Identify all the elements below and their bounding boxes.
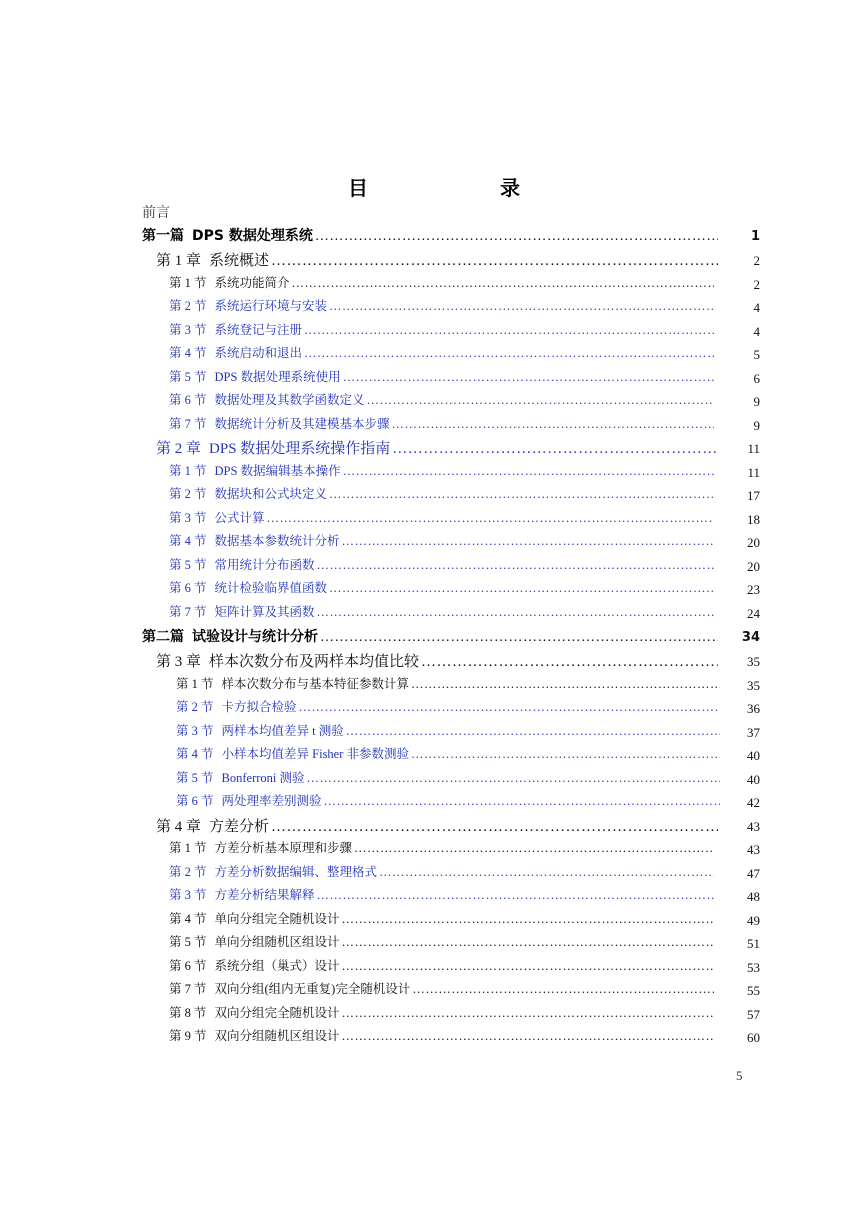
toc-page-number: 40 bbox=[747, 772, 760, 787]
dot-leader bbox=[392, 441, 718, 458]
toc-entry-label bbox=[176, 721, 344, 739]
toc-entry-label bbox=[156, 249, 269, 270]
toc-entry-text: 统计检验临界值函数 bbox=[214, 581, 328, 595]
toc-entry-number: 第 3 节 bbox=[169, 511, 207, 525]
toc-section-entry[interactable] bbox=[169, 320, 760, 342]
dot-leader bbox=[342, 1029, 714, 1044]
page-number: 5 bbox=[736, 1068, 743, 1083]
toc-entry-text: 系统运行环境与安装 bbox=[214, 299, 328, 313]
toc-entry-number: 第 3 节 bbox=[169, 323, 207, 337]
toc-entry-number: 第 5 节 bbox=[169, 558, 207, 572]
dot-leader bbox=[271, 819, 718, 836]
toc-entry-number: 第 4 章 bbox=[156, 819, 202, 835]
dot-leader bbox=[304, 323, 714, 338]
toc-entry-number: 第 3 章 bbox=[156, 654, 202, 670]
toc-entry-number: 第 7 节 bbox=[169, 982, 207, 996]
toc-page-number: 36 bbox=[747, 701, 760, 716]
dot-leader bbox=[354, 841, 714, 856]
toc-entry-number: 第 1 节 bbox=[169, 841, 207, 855]
toc-entry-label bbox=[169, 578, 327, 596]
toc-entry-label bbox=[169, 979, 410, 997]
toc-entry-number: 第 6 节 bbox=[169, 393, 207, 407]
toc-entry-number: 第 4 节 bbox=[169, 534, 207, 548]
toc-entry-text: 公式计算 bbox=[214, 511, 265, 525]
toc-page-number: 6 bbox=[753, 371, 760, 386]
toc-chapter-entry[interactable] bbox=[156, 650, 760, 672]
dot-leader bbox=[292, 276, 714, 291]
dot-leader bbox=[329, 487, 714, 502]
toc-section-entry[interactable] bbox=[176, 674, 760, 696]
toc-entry-label bbox=[176, 674, 409, 692]
dot-leader bbox=[317, 888, 714, 903]
toc-section-entry[interactable] bbox=[169, 578, 760, 600]
dot-leader bbox=[317, 558, 714, 573]
toc-entry-text: 系统启动和退出 bbox=[214, 346, 303, 360]
toc-entry-number: 第 8 节 bbox=[169, 1006, 207, 1020]
toc-page-number: 2 bbox=[753, 277, 760, 292]
toc-page-number: 49 bbox=[747, 913, 760, 928]
toc-section-entry[interactable] bbox=[176, 744, 760, 766]
toc-entry-text: 方差分析基本原理和步骤 bbox=[214, 841, 353, 855]
dot-leader bbox=[304, 346, 714, 361]
toc-entry-label bbox=[169, 320, 302, 338]
dot-leader bbox=[299, 700, 720, 715]
toc-entry-text: 常用统计分布函数 bbox=[214, 558, 315, 572]
toc-section-entry[interactable] bbox=[169, 343, 760, 365]
toc-entry-text: 样本次数分布及两样本均值比较 bbox=[209, 654, 420, 670]
toc-page-number: 9 bbox=[753, 394, 760, 409]
toc-page-number: 1 bbox=[750, 229, 760, 244]
toc-entry-text: 系统分组（巢式）设计 bbox=[214, 959, 340, 973]
toc-entry-number: 第 6 节 bbox=[169, 581, 207, 595]
toc-entry-label bbox=[176, 744, 409, 762]
toc-chapter-entry[interactable] bbox=[156, 249, 760, 271]
dot-leader bbox=[271, 253, 718, 270]
toc-entry-label bbox=[169, 273, 290, 291]
toc-entry-label bbox=[169, 862, 377, 880]
toc-entry-label bbox=[169, 932, 340, 950]
toc-entry-number: 第 7 节 bbox=[169, 605, 207, 619]
toc-page-number: 20 bbox=[747, 559, 760, 574]
toc-entry-text: 单向分组随机区组设计 bbox=[214, 935, 340, 949]
toc-section-entry[interactable] bbox=[176, 721, 760, 743]
toc-entry-number: 第一篇 bbox=[142, 228, 184, 244]
dot-leader bbox=[343, 370, 714, 385]
toc-entry-text: 两样本均值差异 t 测验 bbox=[221, 724, 344, 738]
toc-entry-label bbox=[156, 650, 419, 671]
dot-leader bbox=[342, 534, 714, 549]
toc-part-entry[interactable] bbox=[142, 626, 760, 648]
toc-section-entry[interactable] bbox=[169, 367, 760, 389]
toc-entry-label bbox=[169, 555, 315, 573]
toc-entry-text: 系统功能简介 bbox=[214, 276, 290, 290]
toc-section-entry[interactable] bbox=[169, 602, 760, 624]
dot-leader bbox=[329, 299, 714, 314]
dot-leader bbox=[307, 771, 721, 786]
toc-entry-label bbox=[169, 885, 315, 903]
toc-page-number: 24 bbox=[747, 606, 760, 621]
toc-page-number: 5 bbox=[753, 347, 760, 362]
toc-section-entry[interactable] bbox=[169, 909, 760, 931]
toc-entry-label bbox=[169, 508, 265, 526]
toc-section-entry[interactable] bbox=[169, 461, 760, 483]
dot-leader bbox=[421, 654, 718, 671]
toc-section-entry[interactable] bbox=[169, 1026, 760, 1048]
dot-leader bbox=[315, 229, 718, 245]
toc-page-number: 48 bbox=[747, 889, 760, 904]
toc-page-number: 4 bbox=[753, 324, 760, 339]
dot-leader bbox=[342, 935, 714, 950]
toc-entry-number: 第 4 节 bbox=[169, 346, 207, 360]
toc-entry-label bbox=[169, 343, 302, 361]
toc-entry-number: 第 2 章 bbox=[156, 441, 202, 457]
toc-section-entry[interactable] bbox=[169, 296, 760, 318]
dot-leader bbox=[346, 724, 720, 739]
dot-leader bbox=[342, 1006, 714, 1021]
dot-leader bbox=[317, 605, 714, 620]
toc-entry-text: 数据基本参数统计分析 bbox=[214, 534, 340, 548]
toc-entry-number: 第 2 节 bbox=[176, 700, 214, 714]
toc-entry-text: DPS 数据处理系统操作指南 bbox=[209, 441, 391, 457]
toc-chapter-entry[interactable] bbox=[156, 815, 760, 837]
toc-entry-label bbox=[169, 484, 327, 502]
toc-entry-number: 第 1 节 bbox=[176, 677, 214, 691]
toc-entry-label bbox=[142, 626, 318, 646]
toc-page-number: 47 bbox=[747, 866, 760, 881]
dot-leader bbox=[411, 747, 720, 762]
toc-section-entry[interactable] bbox=[169, 932, 760, 954]
toc-section-entry[interactable] bbox=[169, 1003, 760, 1025]
toc-page-number: 34 bbox=[741, 630, 760, 645]
toc-entry-label bbox=[176, 697, 297, 715]
toc-entry-text: 样本次数分布与基本特征参数计算 bbox=[221, 677, 410, 691]
dot-leader bbox=[392, 417, 714, 432]
toc-page-number: 4 bbox=[753, 300, 760, 315]
toc-section-entry[interactable] bbox=[176, 768, 760, 790]
toc-entry-label bbox=[169, 367, 341, 385]
toc-entry-text: 试验设计与统计分析 bbox=[192, 629, 318, 645]
toc-entry-label bbox=[156, 437, 390, 458]
toc-page-number: 11 bbox=[747, 465, 760, 480]
dot-leader bbox=[343, 464, 714, 479]
toc-page-number: 17 bbox=[747, 488, 760, 503]
toc-entry-text: 小样本均值差异 Fisher 非参数测验 bbox=[221, 747, 410, 761]
toc-entry-number: 第 2 节 bbox=[169, 299, 207, 313]
dot-leader bbox=[379, 865, 714, 880]
toc-page-number: 57 bbox=[747, 1007, 760, 1022]
toc-section-entry[interactable] bbox=[169, 508, 760, 530]
toc-entry-label bbox=[176, 791, 322, 809]
toc-entry-text: 双向分组(组内无重复)完全随机设计 bbox=[214, 982, 411, 996]
toc-page-number: 43 bbox=[747, 819, 760, 834]
toc-page-number: 37 bbox=[747, 725, 760, 740]
toc-entry-number: 第 1 节 bbox=[169, 464, 207, 478]
toc-entry-text: Bonferroni 测验 bbox=[221, 771, 305, 785]
toc-entry-label bbox=[169, 531, 340, 549]
toc-section-entry[interactable] bbox=[169, 484, 760, 506]
toc-entry-text: 数据处理及其数学函数定义 bbox=[214, 393, 365, 407]
toc-entry-label bbox=[169, 909, 340, 927]
toc-page-number: 53 bbox=[747, 960, 760, 975]
toc-entry-text: 数据块和公式块定义 bbox=[214, 487, 328, 501]
toc-entry-number: 第 4 节 bbox=[176, 747, 214, 761]
toc-entry-text: DPS 数据编辑基本操作 bbox=[214, 464, 341, 478]
toc-page-number: 40 bbox=[747, 748, 760, 763]
toc-entry-label bbox=[142, 225, 313, 245]
toc-entry-number: 第 4 节 bbox=[169, 912, 207, 926]
toc-entry-text: 方差分析数据编辑、整理格式 bbox=[214, 865, 378, 879]
toc-page-number: 35 bbox=[747, 654, 760, 669]
toc-entry-text: 双向分组随机区组设计 bbox=[214, 1029, 340, 1043]
toc-entry-text: 系统概述 bbox=[209, 253, 270, 269]
toc-section-entry[interactable] bbox=[169, 885, 760, 907]
toc-page-number: 23 bbox=[747, 582, 760, 597]
toc-page-number: 43 bbox=[747, 842, 760, 857]
toc-page-number: 55 bbox=[747, 983, 760, 998]
toc-entry-number: 第 1 节 bbox=[169, 276, 207, 290]
dot-leader bbox=[320, 630, 718, 646]
toc-entry-text: 双向分组完全随机设计 bbox=[214, 1006, 340, 1020]
toc-section-entry[interactable] bbox=[169, 838, 760, 860]
dot-leader bbox=[267, 511, 714, 526]
toc-entry-text: DPS 数据处理系统使用 bbox=[214, 370, 341, 384]
toc-entry-number: 第 5 节 bbox=[169, 370, 207, 384]
toc-entry-number: 第二篇 bbox=[142, 629, 184, 645]
toc-entry-text: 卡方拟合检验 bbox=[221, 700, 297, 714]
toc-section-entry[interactable] bbox=[169, 414, 760, 436]
toc-page-number: 35 bbox=[747, 678, 760, 693]
toc-entry-text: 方差分析结果解释 bbox=[214, 888, 315, 902]
toc-section-entry[interactable] bbox=[169, 273, 760, 295]
toc-entry-number: 第 2 节 bbox=[169, 865, 207, 879]
toc-entry-text: 数据统计分析及其建模基本步骤 bbox=[214, 417, 390, 431]
toc-entry-number: 第 9 节 bbox=[169, 1029, 207, 1043]
toc-entry-text: 两处理率差别测验 bbox=[221, 794, 322, 808]
toc-entry-text: 矩阵计算及其函数 bbox=[214, 605, 315, 619]
toc-section-entry[interactable] bbox=[169, 390, 760, 412]
toc-entry-label bbox=[176, 768, 305, 786]
toc-entry-number: 第 1 章 bbox=[156, 253, 202, 269]
dot-leader bbox=[411, 677, 720, 692]
toc-entry-number: 第 7 节 bbox=[169, 417, 207, 431]
toc-entry-label bbox=[169, 414, 390, 432]
toc-part-entry[interactable] bbox=[142, 225, 760, 247]
toc-page-number: 20 bbox=[747, 535, 760, 550]
toc-entry-text: 方差分析 bbox=[209, 819, 270, 835]
dot-leader bbox=[324, 794, 720, 809]
toc-entry-number: 第 3 节 bbox=[169, 888, 207, 902]
toc-page-number: 2 bbox=[753, 253, 760, 268]
toc-page-number: 51 bbox=[747, 936, 760, 951]
toc-entry-number: 第 2 节 bbox=[169, 487, 207, 501]
toc-entry-number: 第 3 节 bbox=[176, 724, 214, 738]
toc-section-entry[interactable] bbox=[169, 956, 760, 978]
toc-page-number: 42 bbox=[747, 795, 760, 810]
toc-entry-number: 第 5 节 bbox=[176, 771, 214, 785]
dot-leader bbox=[412, 982, 714, 997]
toc-section-entry[interactable] bbox=[169, 862, 760, 884]
dot-leader bbox=[329, 581, 714, 596]
toc-section-entry[interactable] bbox=[169, 531, 760, 553]
dot-leader bbox=[342, 959, 714, 974]
dot-leader bbox=[367, 393, 714, 408]
toc-entry-label bbox=[169, 390, 365, 408]
toc-entry-label bbox=[169, 461, 341, 479]
toc-entry-label bbox=[169, 838, 352, 856]
toc-entry-number: 第 6 节 bbox=[176, 794, 214, 808]
toc-chapter-entry[interactable] bbox=[156, 437, 760, 459]
toc-entry-number: 第 5 节 bbox=[169, 935, 207, 949]
toc-section-entry[interactable] bbox=[169, 555, 760, 577]
toc-entry-label bbox=[169, 1026, 340, 1044]
toc-section-entry[interactable] bbox=[176, 791, 760, 813]
toc-page-number: 18 bbox=[747, 512, 760, 527]
toc-entry-text: 单向分组完全随机设计 bbox=[214, 912, 340, 926]
preface-link[interactable]: 前言 bbox=[142, 206, 170, 221]
toc-entry-text: DPS 数据处理系统 bbox=[192, 228, 313, 244]
toc-section-entry[interactable] bbox=[176, 697, 760, 719]
toc-entry-number: 第 6 节 bbox=[169, 959, 207, 973]
toc-entry-label bbox=[169, 296, 327, 314]
toc-section-entry[interactable] bbox=[169, 979, 760, 1001]
toc-title: 目 录 bbox=[348, 176, 576, 200]
toc-page-number: 60 bbox=[747, 1030, 760, 1045]
toc-entry-label bbox=[156, 815, 269, 836]
dot-leader bbox=[342, 912, 714, 927]
toc-entry-text: 系统登记与注册 bbox=[214, 323, 303, 337]
toc-entry-label bbox=[169, 1003, 340, 1021]
toc-page-number: 9 bbox=[753, 418, 760, 433]
toc-page-number: 11 bbox=[747, 441, 760, 456]
toc-entry-label bbox=[169, 956, 340, 974]
toc-entry-label bbox=[169, 602, 315, 620]
